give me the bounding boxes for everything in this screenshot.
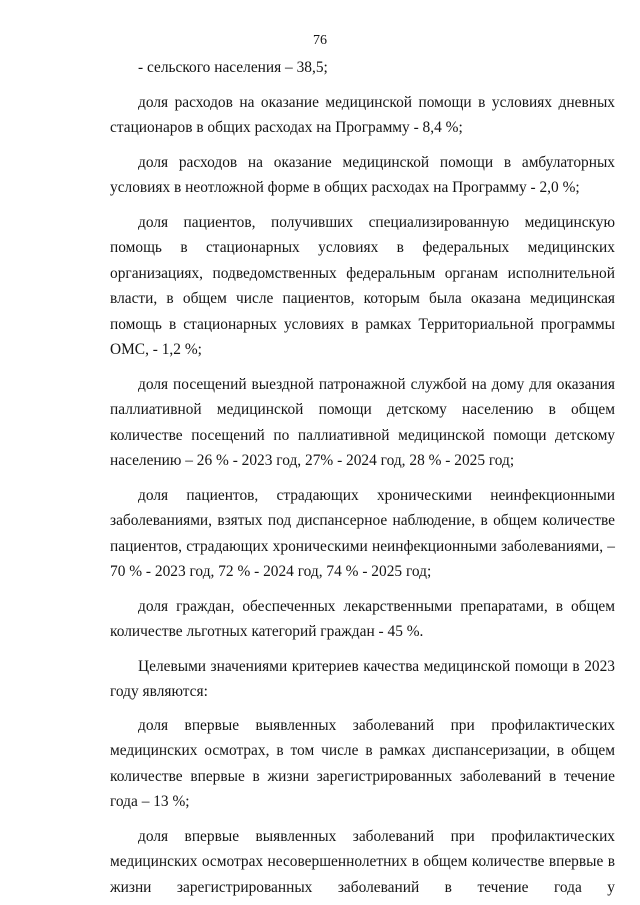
paragraph-chronic-dispensary: доля пациентов, страдающих хроническими неинфекционными заболеваниями, взятых под диспансерное наблюдение, в общем количестве пациентов, страдающих хроническими неинфекционными заболеваниями, – 70 % - 2023 год, 72 % - 2024 год, 74 % - 2025 год; bbox=[110, 486, 615, 580]
paragraph-urgent-outpatient-expenses: доля расходов на оказание медицинской помощи в амбулаторных условиях в неотложной форме в общих расходах на Программу - 2,0 %; bbox=[110, 153, 615, 196]
document-body bbox=[110, 55, 615, 900]
paragraph-rural-population: - сельского населения – 38,5; bbox=[138, 59, 328, 76]
paragraph-drug-provision: доля граждан, обеспеченных лекарственными препаратами, в общем количестве льготных категорий граждан - 45 %. bbox=[110, 597, 615, 640]
paragraph-palliative-home-visits: доля посещений выездной патронажной службой на дому для оказания паллиативной медицинской помощи детскому населению в общем количестве посещений по паллиативной медицинской помощи детскому населению – 26 % - 2023 год, 27% - 2024 год, 28 % - 2025 год; bbox=[110, 375, 615, 469]
paragraph-day-hospital-expenses: доля расходов на оказание медицинской помощи в условиях дневных стационаров в общих расходах на Программу - 8,4 %; bbox=[110, 93, 615, 136]
paragraph-first-detected-minors: доля впервые выявленных заболеваний при профилактических медицинских осмотрах несовершеннолетних в общем количестве впервые в жизни зарегистрированных заболеваний в течение года у bbox=[110, 827, 615, 896]
paragraph-first-detected-adults: доля впервые выявленных заболеваний при профилактических медицинских осмотрах, в том числе в рамках диспансеризации, в общем количестве впервые в жизни зарегистрированных заболеваний в течение года – 13 %; bbox=[110, 716, 615, 810]
page-number: 76 bbox=[313, 33, 327, 48]
paragraph-target-values-intro: Целевыми значениями критериев качества медицинской помощи в 2023 году являются: bbox=[110, 657, 615, 700]
paragraph-federal-specialized-care: доля пациентов, получивших специализированную медицинскую помощь в стационарных условиях в федеральных медицинских организациях, подведомственных федеральным органам исполнительной власти, в общем числе пациентов, которым была оказана медицинская помощь в стационарных условиях в рамках Территориальной программы ОМС, - 1,2 %; bbox=[110, 213, 615, 358]
